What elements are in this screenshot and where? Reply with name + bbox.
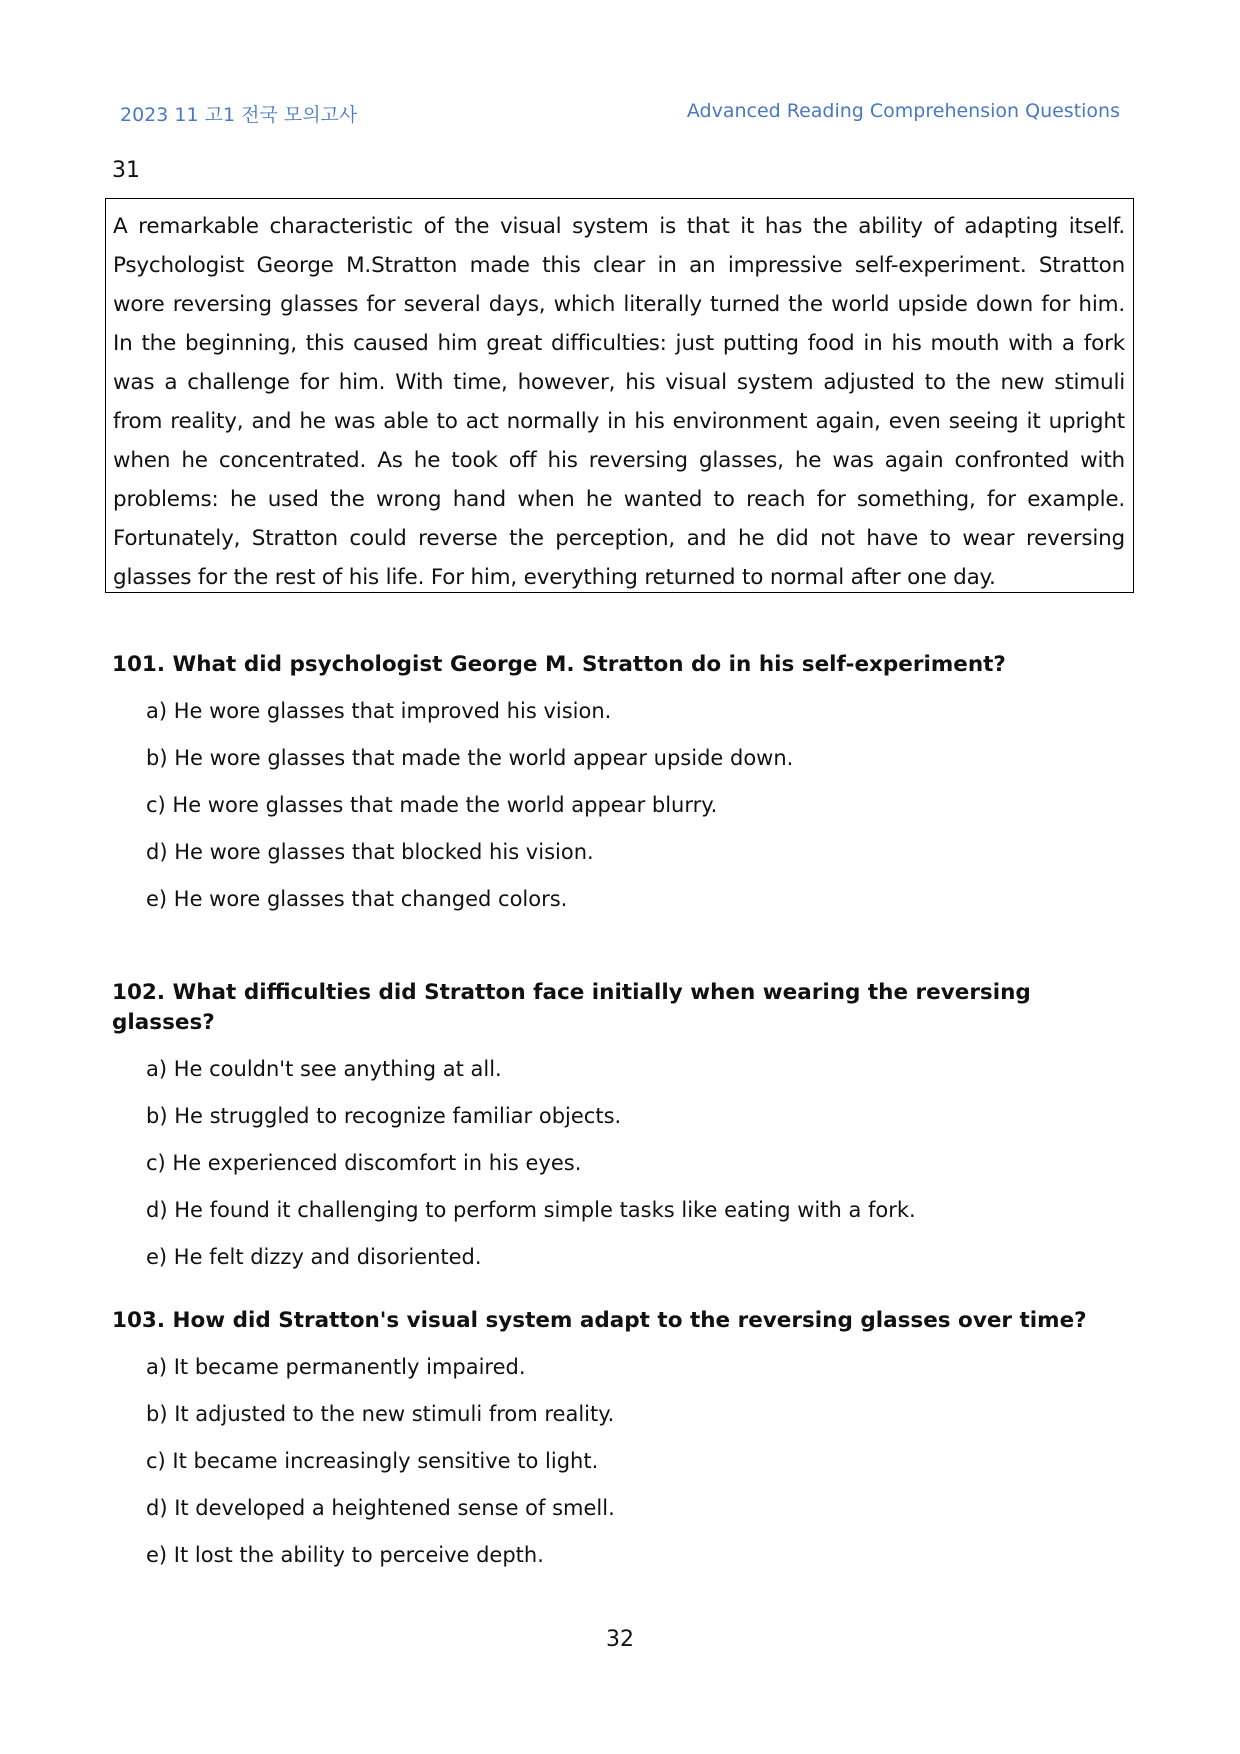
option-list — [112, 1352, 1122, 1570]
option-c: c) He wore glasses that made the world appear blurry. — [146, 793, 718, 817]
section-title: Advanced Reading Comprehension Questions — [686, 100, 1120, 122]
option-c: c) It became increasingly sensitive to light. — [146, 1449, 599, 1473]
passage-box — [105, 198, 1134, 593]
question-title: 103. How did Stratton's visual system adapt to the reversing glasses over time? — [112, 1308, 1087, 1333]
question-number: 31 — [112, 158, 140, 183]
option-e: e) It lost the ability to perceive depth. — [146, 1543, 544, 1567]
option-b: b) He wore glasses that made the world appear upside down. — [146, 746, 794, 770]
option-e: e) He wore glasses that changed colors. — [146, 887, 568, 911]
option-e: e) He felt dizzy and disoriented. — [146, 1245, 482, 1269]
question-101 — [112, 650, 1122, 914]
option-a: a) He couldn't see anything at all. — [146, 1057, 502, 1081]
option-a: a) It became permanently impaired. — [146, 1355, 526, 1379]
option-list — [112, 696, 1122, 914]
question-title: 101. What did psychologist George M. Stratton do in his self-experiment? — [112, 652, 1006, 677]
question-103 — [112, 1306, 1122, 1570]
option-b: b) It adjusted to the new stimuli from reality. — [146, 1402, 615, 1426]
question-102 — [112, 978, 1122, 1272]
option-d: d) He found it challenging to perform simple tasks like eating with a fork. — [146, 1198, 916, 1222]
question-title: 102. What difficulties did Stratton face initially when wearing the reversing glasses? — [112, 980, 1031, 1035]
page-header — [120, 100, 1120, 130]
page-number: 32 — [606, 1627, 634, 1652]
option-list — [112, 1054, 1122, 1272]
option-a: a) He wore glasses that improved his vision. — [146, 699, 612, 723]
passage-text: A remarkable characteristic of the visual system is that it has the ability of adapting itself. Psychologist George M.Stratton made this clear in an impressive self-experiment. Stratton wore reversing glasses for several days, which literally turned the world upside down for him. In the beginning, this caused him great difficulties: just putting food in his mouth with a fork was a challenge for him. With time, however, his visual system adjusted to the new stimuli from reality, and he was able to act normally in his environment again, even seeing it upright when he concentrated. As he took off his reversing glasses, he was again confronted with problems: he used the wrong hand when he wanted to reach for something, for example. Fortunately, Stratton could reverse the perception, and he did not have to wear reversing glasses for the rest of his life. For him, everything returned to normal after one day. — [113, 214, 1125, 590]
option-d: d) He wore glasses that blocked his vision. — [146, 840, 594, 864]
option-b: b) He struggled to recognize familiar objects. — [146, 1104, 622, 1128]
option-d: d) It developed a heightened sense of smell. — [146, 1496, 615, 1520]
exam-title: 2023 11 고1 전국 모의고사 — [120, 104, 358, 126]
option-c: c) He experienced discomfort in his eyes. — [146, 1151, 582, 1175]
